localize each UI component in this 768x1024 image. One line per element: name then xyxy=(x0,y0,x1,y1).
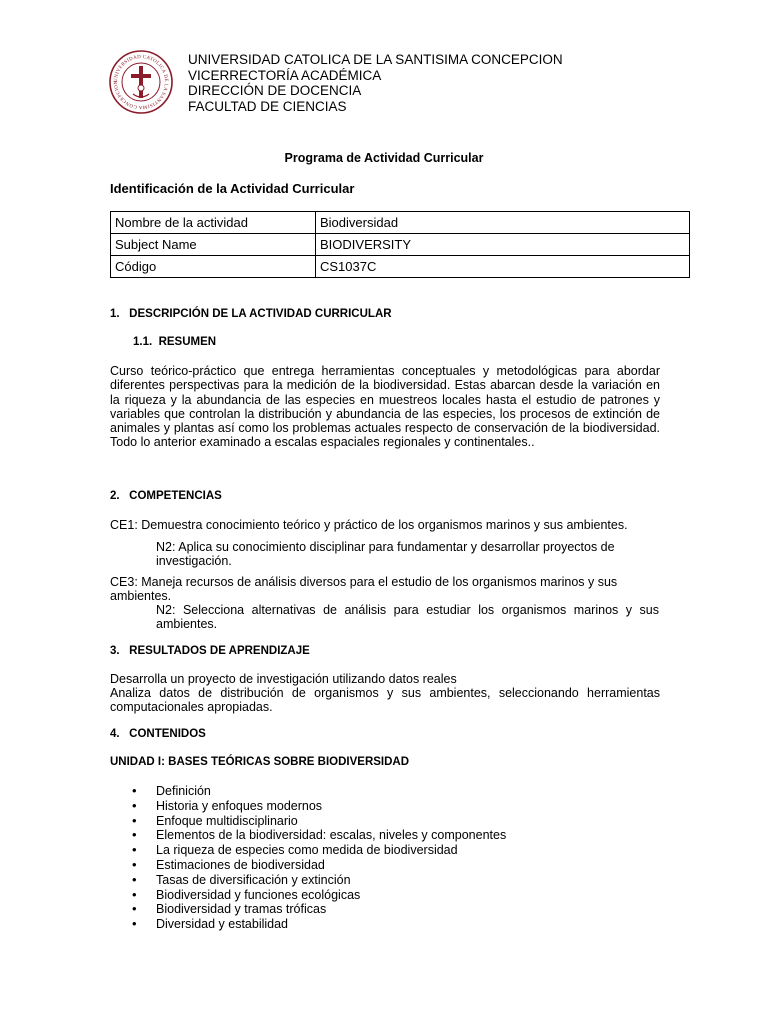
document-title: Programa de Actividad Curricular xyxy=(284,151,484,165)
identification-heading: Identificación de la Actividad Curricular xyxy=(110,181,355,196)
header-line-vicerrectoria: VICERRECTORÍA ACADÉMICA xyxy=(188,67,382,83)
table-cell-value: BIODIVERSITY xyxy=(316,234,690,256)
learning-outcome-1: Desarrolla un proyecto de investigación utilizando datos reales xyxy=(110,672,457,686)
section-3-heading: 3. RESULTADOS DE APRENDIZAJE xyxy=(110,645,310,657)
list-item: • Elementos de la biodiversidad: escalas, niveles y componentes xyxy=(130,828,506,843)
competency-ce1-n2: N2: Aplica su conocimiento disciplinar para fundamentar y desarrollar proyectos de investigación. xyxy=(156,540,615,569)
table-cell-value: Biodiversidad xyxy=(316,212,690,234)
header-line-direccion: DIRECCIÓN DE DOCENCIA xyxy=(188,83,362,98)
list-item: • Estimaciones de biodiversidad xyxy=(130,858,506,873)
table-row xyxy=(111,212,690,234)
competency-ce3-n2: N2: Selecciona alternativas de análisis para estudiar los organismos marinos y sus ambientes. xyxy=(156,603,659,632)
table-cell-label: Código xyxy=(111,256,316,278)
unit-1-contents-list xyxy=(130,784,506,932)
university-seal-logo xyxy=(109,50,173,114)
summary-paragraph: Curso teórico-práctico que entrega herramientas conceptuales y metodológicas para abordar diferentes perspectivas para la medición de la biodiversidad. Estas abarcan desde la variación en la riqueza y la abundancia de las especies en muestreos locales hasta el estudio de patrones y variables que controlan la distribución y abundancia de las especies, los procesos de extinción de animales y plantas así como los problemas actuales respecto de conservación de la biodiversidad. Todo lo anterior examinado a escalas espaciales regionales y continentales.. xyxy=(110,364,660,450)
table-row xyxy=(111,256,690,278)
section-1-1-heading: 1.1. RESUMEN xyxy=(133,336,217,348)
section-1-heading: 1. DESCRIPCIÓN DE LA ACTIVIDAD CURRICULAR xyxy=(110,308,392,320)
table-cell-label: Nombre de la actividad xyxy=(111,212,316,234)
list-item: • Definición xyxy=(130,784,506,799)
section-4-heading: 4. CONTENIDOS xyxy=(110,728,206,740)
list-item: • Historia y enfoques modernos xyxy=(130,799,506,814)
list-item: • Enfoque multidisciplinario xyxy=(130,814,506,829)
competency-ce3: CE3: Maneja recursos de análisis diversos para el estudio de los organismos marinos y sus ambientes. xyxy=(110,575,618,604)
table-row xyxy=(111,234,690,256)
table-cell-label: Subject Name xyxy=(111,234,316,256)
list-item: • Tasas de diversificación y extinción xyxy=(130,873,506,888)
header-line-university: UNIVERSIDAD CATOLICA DE LA SANTISIMA CONCEPCION xyxy=(188,52,563,67)
list-item: • La riqueza de especies como medida de biodiversidad xyxy=(130,843,506,858)
list-item: • Diversidad y estabilidad xyxy=(130,917,506,932)
competency-ce1: CE1: Demuestra conocimiento teórico y práctico de los organismos marinos y sus ambientes. xyxy=(110,518,628,532)
identification-table xyxy=(110,211,690,278)
section-2-heading: 2. COMPETENCIAS xyxy=(110,490,222,502)
table-cell-value: CS1037C xyxy=(316,256,690,278)
header-line-facultad: FACULTAD DE CIENCIAS xyxy=(188,98,347,114)
institution-header xyxy=(188,52,563,114)
seal-text: UNIVERSIDAD CATOLICA DE LA SANTISIMA CONCEPCION xyxy=(113,54,169,110)
learning-outcome-2: Analiza datos de distribución de organismos y sus ambientes, seleccionando herramientas computacionales apropiadas. xyxy=(110,686,660,715)
unit-1-heading: UNIDAD I: BASES TEÓRICAS SOBRE BIODIVERSIDAD xyxy=(110,756,410,768)
list-item: • Biodiversidad y funciones ecológicas xyxy=(130,888,506,903)
list-item: • Biodiversidad y tramas tróficas xyxy=(130,902,506,917)
